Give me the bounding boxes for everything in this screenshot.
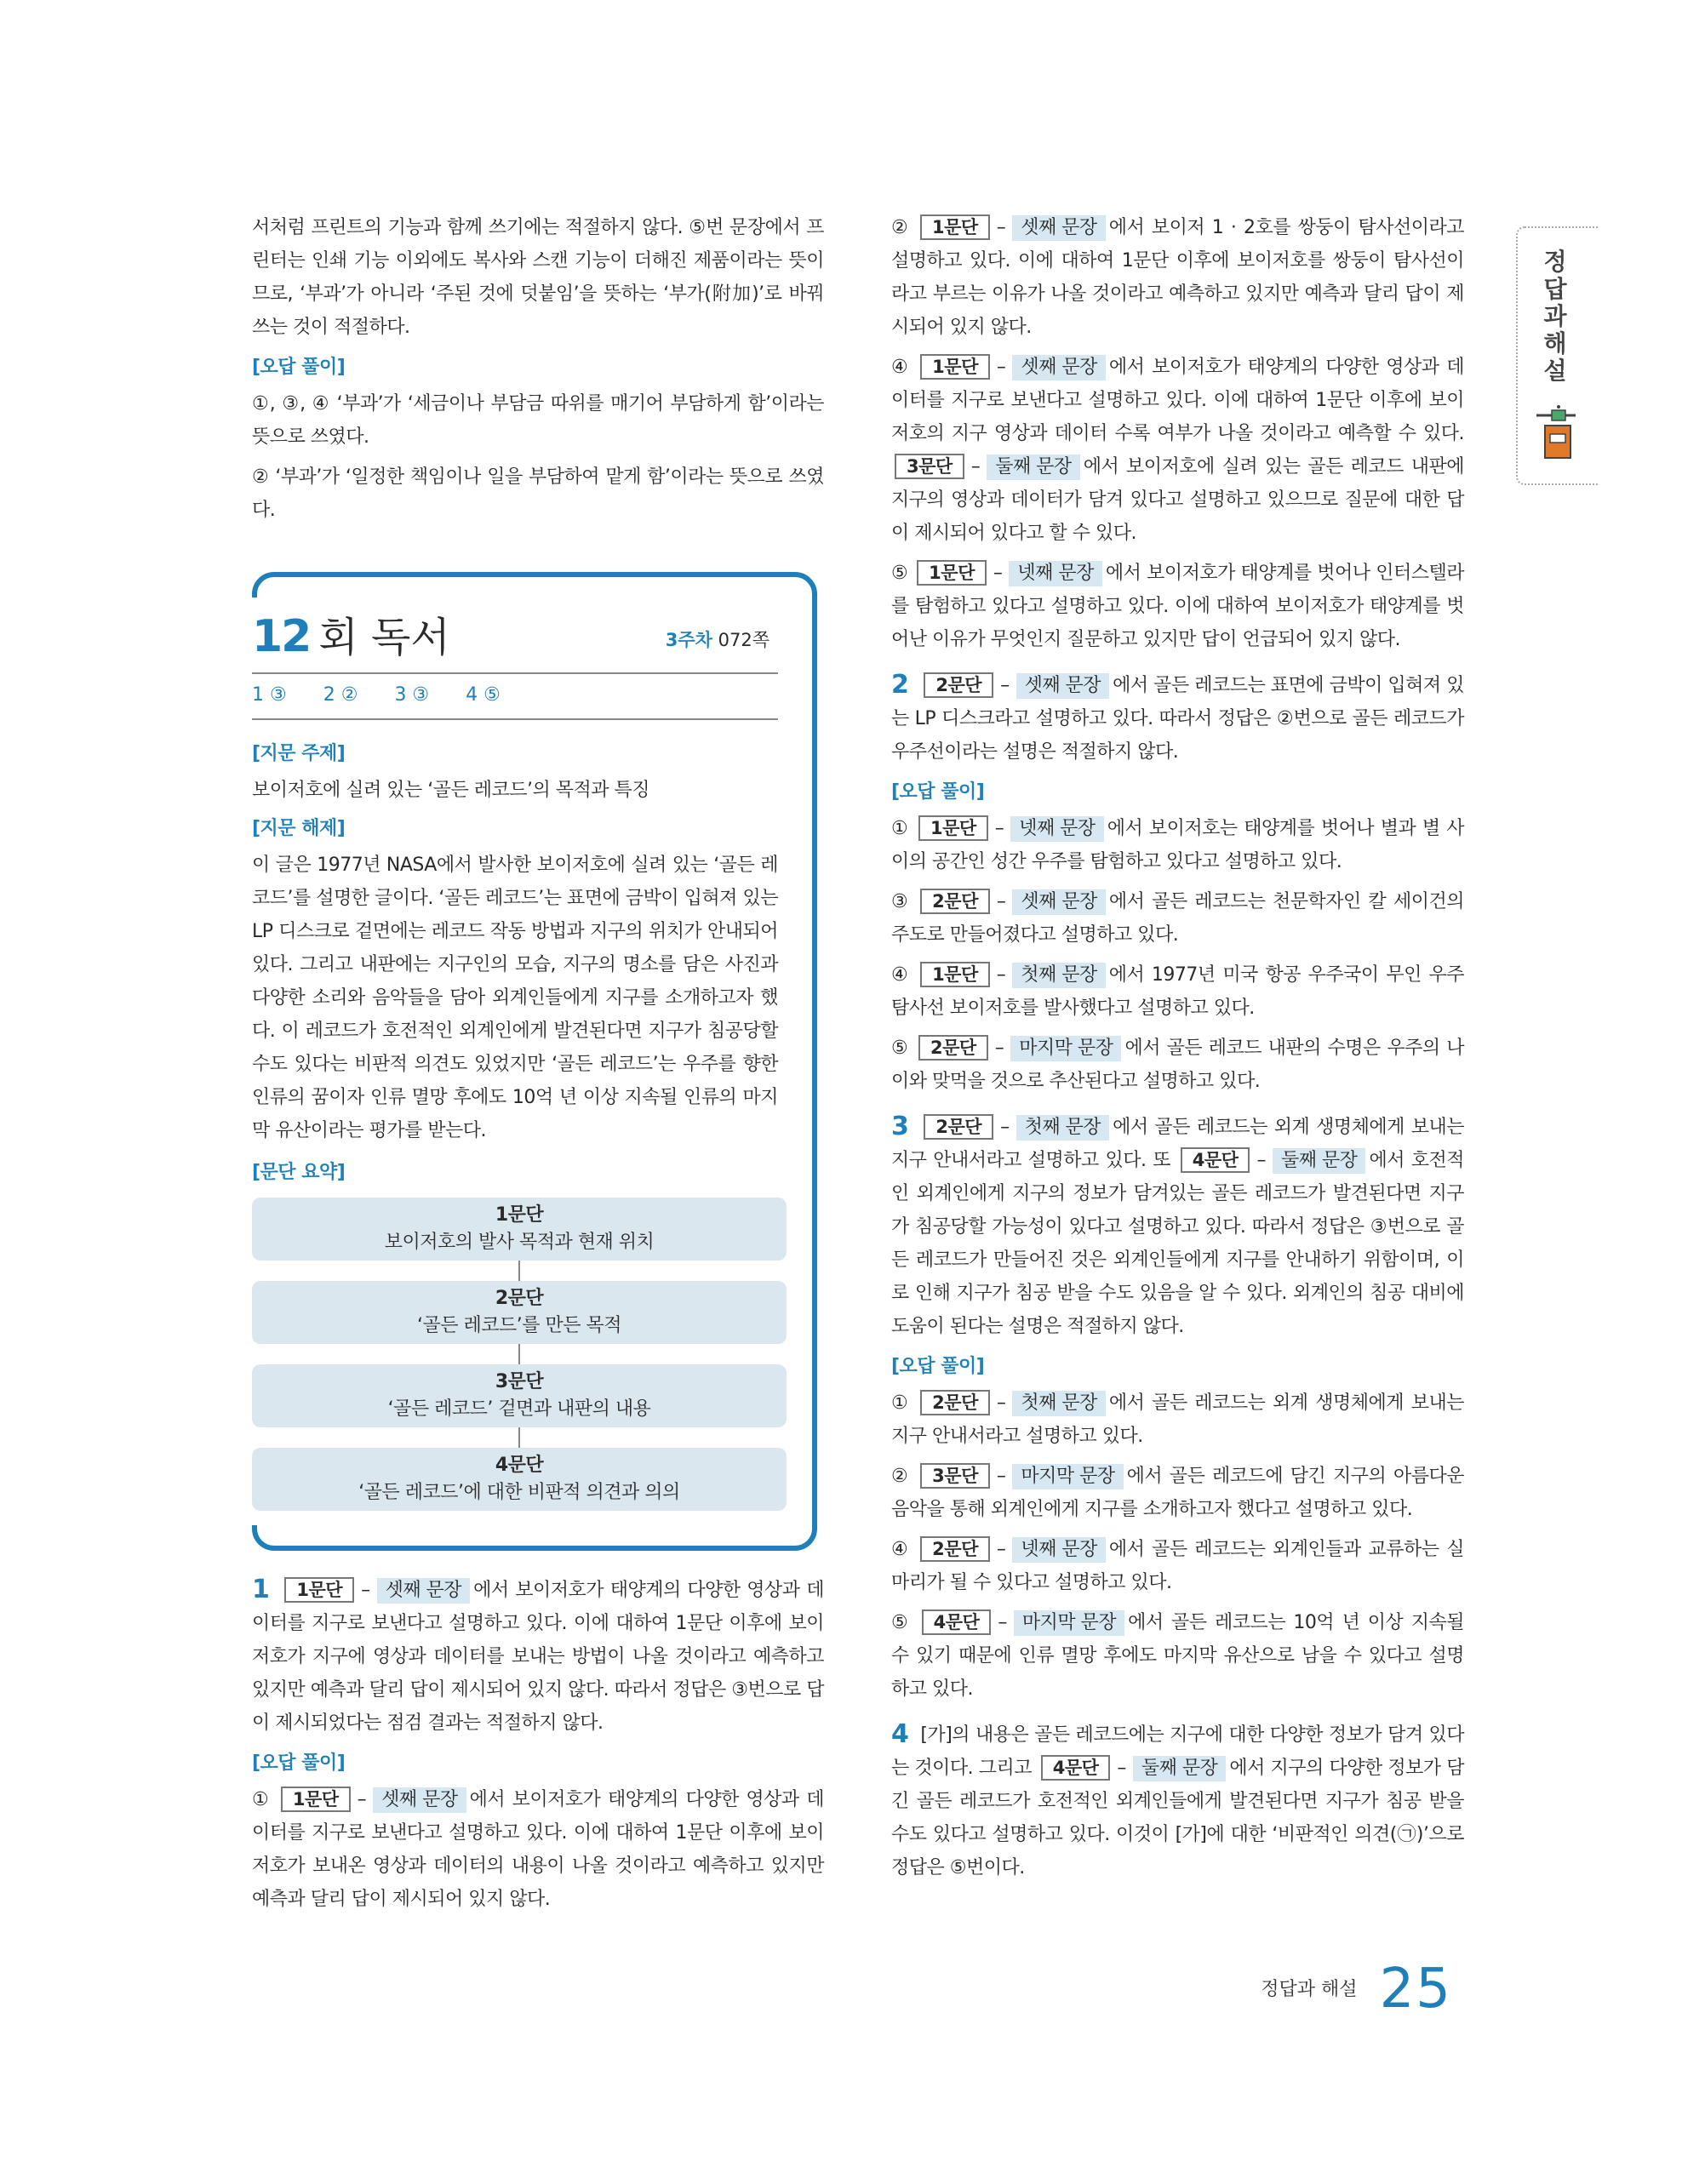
side-tab-label: 정답과해설: [1543, 248, 1567, 385]
box-body: [252, 734, 778, 1511]
question-number: 1: [252, 1575, 270, 1604]
topic-header: [지문 주제]: [252, 743, 346, 764]
wrong-answer-header: [오답 풀이]: [252, 357, 346, 378]
paragraph-tag: 3문단: [895, 454, 964, 479]
answer-2: 2 ②: [323, 684, 358, 706]
question-number: 3: [891, 1112, 909, 1141]
wrong-answer-1: ①, ③, ④ ‘부과’가 ‘세금이나 부담금 따위를 매기어 부담하게 함’이라는 뜻으로 쓰였다.: [252, 393, 824, 448]
wrong-answer-header: [오답 풀이]: [891, 1356, 985, 1377]
connector-line: [518, 1427, 520, 1448]
wrong-answer-header: [오답 풀이]: [891, 781, 985, 803]
connector-line: [518, 1261, 520, 1281]
summary-flow: [252, 1198, 778, 1511]
explanation-text: 이 글은 1977년 NASA에서 발사한 보이저호에 실려 있는 ‘골든 레코드’를 설명한 글이다. ‘골든 레코드’는 표면에 금박이 입혀져 있는 LP 디스크로 겉면에는 레코드 작동 방법과 지구의 위치가 안내되어 있다. 그리고 내판에는 지구인의 모습, 지구의 명소를 담은 사진과 다양한 소리와 음악들을 담아 외계인들에게 지구를 소개하고자 했다. 이 레코드가 호전적인 외계인에게 발견된다면 지구가 침공당할 수도 있다는 비판적 의견도 있었지만 ‘골든 레코드’는 우주를 향한 인류의 꿈이자 인류 멸망 후에도 10억 년 이상 지속될 인류의 마지막 유산이라는 평가를 받는다.: [252, 855, 778, 1141]
sentence-tag: 셋째 문장: [1012, 215, 1106, 241]
sentence-tag: 넷째 문장: [1009, 561, 1102, 586]
topic-text: 보이저호에 실려 있는 ‘골든 레코드’의 목적과 특징: [252, 780, 649, 801]
summary-item: 2문단 ‘골든 레코드’를 만든 목적: [252, 1281, 787, 1344]
sentence-tag: 셋째 문장: [1016, 673, 1110, 699]
answer-4: 4 ⑤: [466, 684, 501, 706]
side-tab: [1516, 226, 1598, 485]
answer-3: 3 ③: [394, 684, 430, 706]
connector-line: [518, 1344, 520, 1364]
paragraph-tag: 1문단: [917, 560, 987, 586]
question-2: 2 2문단 – 셋째 문장 에서 골든 레코드는 표면에 금박이 입혀져 있는 LP 디스크라고 설명하고 있다. 따라서 정답은 ②번으로 골든 레코드가 우주선이라는 설명은 적절하지 않다.: [891, 670, 1464, 763]
summary-item: 4문단 ‘골든 레코드’에 대한 비판적 의견과 의의: [252, 1448, 787, 1511]
sentence-tag: 셋째 문장: [1012, 355, 1106, 380]
lesson-title: 회 독서: [318, 614, 450, 661]
sentence-tag: 셋째 문장: [377, 1578, 471, 1604]
lesson-title-row: [252, 604, 778, 672]
q1-wrong-1: 에서 보이저호가 태양계의 다양한 영상과 데이터를 지구로 보낸다고 설명하고 있다. 이에 대하여 1문단 이후에 보이저호가 보내온 영상과 데이터의 내용이 나올 것이라고 예측하고 있지만 예측과 달리 답이 제시되어 있지 않다.: [252, 1789, 824, 1910]
book-pen-icon: [1533, 403, 1581, 461]
wrong-answer-2: ② ‘부과’가 ‘일정한 책임이나 일을 부담하여 맡게 함’이라는 뜻으로 쓰였다.: [252, 466, 824, 521]
question-number: 2: [891, 670, 909, 700]
week-ref: 3주차 072쪽: [665, 630, 769, 650]
question-3: 3 2문단 – 첫째 문장 에서 골든 레코드는 외계 생명체에게 보내는 지구 안내서라고 설명하고 있다. 또 4문단 – 둘째 문장 에서 호전적인 외계인에게 지구의 정보가 담겨있는 골든 레코드가 발견된다면 지구가 침공당할 가능성이 있다고 설명하고 있다. 따라서 정답은 ③번으로 골든 레코드가 만들어진 것은 외계인들에게 지구를 안내하기 위함이며, 이로 인해 지구가 침공 받을 수도 있음을 알 수 있다. 외계인의 침공 대비에 도움이 된다는 설명은 적절하지 않다.: [891, 1112, 1464, 1337]
page-number: 25: [1379, 1958, 1452, 2021]
sentence-tag: 셋째 문장: [373, 1787, 466, 1813]
paragraph-tag: 1문단: [920, 354, 990, 380]
paragraph-tag: 1문단: [284, 1577, 354, 1603]
lesson-box: [252, 572, 824, 1559]
question-4: 4 [가]의 내용은 골든 레코드에는 지구에 대한 다양한 정보가 담겨 있다는 것이다. 그리고 4문단 – 둘째 문장 에서 지구의 다양한 정보가 담긴 골든 레코드가 호전적인 외계인들에게 발견된다면 지구가 침공 받을 수도 있다고 설명하고 있다. 이것이 [가]에 대한 ‘비판적인 의견(㉠)’으로 정답은 ⑤번이다.: [891, 1719, 1465, 1878]
answer-key: [252, 672, 778, 720]
paragraph-tag: 2문단: [924, 672, 993, 698]
left-column-top: [252, 211, 824, 534]
page-footer: [1261, 1958, 1452, 2021]
q1-text: 에서 보이저호가 태양계의 다양한 영상과 데이터를 지구로 보낸다고 설명하고 있다. 이에 대하여 1문단 이후에 보이저호가 지구에 영상과 데이터를 보내는 방법이 나올 것이라고 예측하고 있지만 예측과 달리 답이 제시되어 있지 않다. 따라서 정답은 ③번으로 답이 제시되었다는 점검 결과는 적절하지 않다.: [252, 1580, 824, 1734]
paragraph-tag: 1문단: [281, 1787, 351, 1812]
intro-paragraph: 서처럼 프린트의 기능과 함께 쓰기에는 적절하지 않다. ⑤번 문장에서 프린터는 인쇄 기능 이외에도 복사와 스캔 기능이 더해진 제품이라는 뜻이므로, ‘부과’가 아니라 ‘주된 것에 덧붙임’을 뜻하는 ‘부가(附加)’로 바꿔 쓰는 것이 적절하다.: [252, 217, 824, 338]
summary-header: [문단 요약]: [252, 1162, 346, 1183]
wrong-answer-header: [오답 풀이]: [252, 1752, 346, 1774]
paragraph-tag: 1문단: [920, 214, 990, 240]
summary-item: 3문단 ‘골든 레코드’ 겉면과 내판의 내용: [252, 1364, 787, 1427]
right-column: ② 1문단 – 셋째 문장 에서 보이저 1 · 2호를 쌍둥이 탐사선이라고 설명하고 있다. 이에 대하여 1문단 이후에 보이저호를 쌍둥이 탐사선이라고 부르는 이유가 나올 것이라고 예측하고 있지만 예측과 달리 답이 제시되어 있지 않다. ④ 1문단 – 셋째 문장 에서 보이저호가 태양계의 다양한 영상과 데이터를 지구로 보낸다고 설명하고 있다. 이에 대하여 1문단 이후에 보이저호의 지구 영상과 데이터 수록 여부가 나올 것이라고 예측할 수 있다. 3문단 – 둘째 문장 에서 보이저호에 실려 있는 골든 레코드 내판에 지구의 영상과 데이터가 담겨 있다고 설명하고 있으므로 질문에 대한 답이 제시되어 있다고 할 수 있다. ⑤ 1문단 – 넷째 문장 에서 보이저호가 태양계를 벗어나 인터스텔라를 탐험하고 있다고 설명하고 있다. 이에 대하여 보이저호가 태양계를 벗어난 이유가 무엇인지 질문하고 있지만 답이 언급되어 있지 않다. 2 2문단 – 셋째 문장 에서 골든 레코드는 표면에 금박이 입혀져 있는 LP 디스크라고 설명하고 있다. 따라서 정답은 ②번으로 골든 레코드가 우주선이라는 설명은 적절하지 않다. [오답 풀이] ① 1문단 – 넷째 문장 에서 보이저호는 태양계를 벗어나 별과 별 사이의 공간인 성간 우주를 탐험하고 있다고 설명하고 있다. ③ 2문단 – 셋째 문장 에서 골든 레코드는 천문학자인 칼 세이건의 주도로 만들어졌다고 설명하고 있다. ④ 1문단 – 첫째 문장 에서 1977년 미국 항공 우주국이 무인 우주 탐사선 보이저호를 발사했다고 설명하고 있다. ⑤ 2문단 – 마지막 문장 에서 골든 레코드 내판의 수명은 우주의 나이와 맞먹을 것으로 추산된다고 설명하고 있다. 3 2문단 – 첫째 문장 에서 골든 레코드는 외계 생명체에게 보내는 지구 안내서라고 설명하고 있다. 또 4문단 – 둘째 문장 에서 호전적인 외계인에게 지구의 정보가 담겨있는 골든 레코드가 발견된다면 지구가 침공당할 가능성이 있다고 설명하고 있다. 따라서 정답은 ③번으로 골든 레코드가 만들어진 것은 외계인들에게 지구를 안내하기 위함이며, 이로 인해 지구가 침공 받을 수도 있음을 알 수 있다. 외계인의 침공 대비에 도움이 된다는 설명은 적절하지 않다. [오답 풀이] ① 2문단 – 첫째 문장 에서 골든 레코드는 외계 생명체에게 보내는 지구 안내서라고 설명하고 있다. ② 3문단 – 마지막 문장 에서 골든 레코드에 담긴 지구의 아름다운 음악을 통해 외계인에게 지구를 소개하고자 했다고 설명하고 있다. ④ 2문단 – 넷째 문장 에서 골든 레코드는 외계인들과 교류하는 실마리가 될 수 있다고 설명하고 있다. ⑤ 4문단 – 마지막 문장 에서 골든 레코드는 10억 년 이상 지속될 수 있기 때문에 인류 멸망 후에도 마지막 유산으로 남을 수 있다고 설명하고 있다. 4 [가]의 내용은 골든 레코드에는 지구에 대한 다양한 정보가 담겨 있다는 것이다. 그리고 4문단 – 둘째 문장 에서 지구의 다양한 정보가 담긴 골든 레코드가 호전적인 외계인들에게 발견된다면 지구가 침공 받을 수도 있다고 설명하고 있다. 이것이 [가]에 대한 ‘비판적인 의견(㉠)’으로 정답은 ⑤번이다.: [891, 211, 1464, 1891]
answer-1: 1 ③: [252, 684, 287, 706]
footer-label: 정답과 해설: [1261, 1979, 1358, 2000]
question-1: 1 1문단 – 셋째 문장 에서 보이저호가 태양계의 다양한 영상과 데이터를 지구로 보낸다고 설명하고 있다. 이에 대하여 1문단 이후에 보이저호가 지구에 영상과 데이터를 보내는 방법이 나올 것이라고 예측하고 있지만 예측과 달리 답이 제시되어 있지 않다. 따라서 정답은 ③번으로 답이 제시되었다는 점검 결과는 적절하지 않다. [오답 풀이] ① 1문단 – 셋째 문장 에서 보이저호가 태양계의 다양한 영상과 데이터를 지구로 보낸다고 설명하고 있다. 이에 대하여 1문단 이후에 보이저호가 보내온 영상과 데이터의 내용이 나올 것이라고 예측하고 있지만 예측과 달리 답이 제시되어 있지 않다.: [252, 1575, 824, 1910]
summary-item: 1문단 보이저호의 발사 목적과 현재 위치: [252, 1198, 787, 1261]
sentence-tag: 둘째 문장: [987, 455, 1080, 480]
explanation-header: [지문 해제]: [252, 818, 346, 839]
question-number: 4: [891, 1719, 909, 1749]
lesson-number: 12: [252, 611, 311, 662]
